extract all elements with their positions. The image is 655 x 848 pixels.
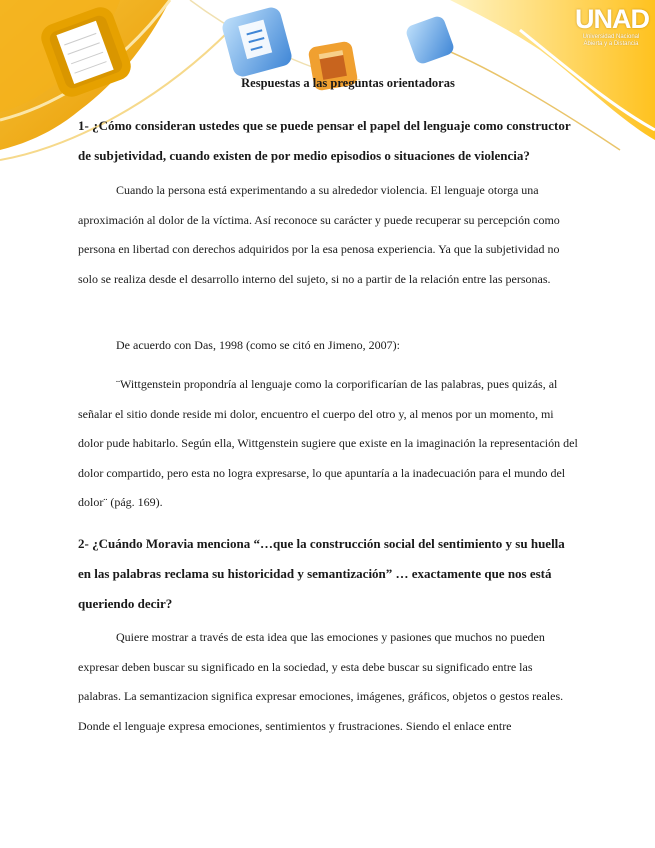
- question-1: 1- ¿Cómo consideran ustedes que se puede pensar el papel del lenguaje como constructor de subjetividad, cuando existen de por medio episodios o situaciones de violencia?: [78, 118, 571, 163]
- question-2: 2- ¿Cuándo Moravia menciona “…que la construcción social del sentimiento y su huella en las palabras reclama su historicidad y semantización” … exactamente que nos está queriendo decir?: [78, 536, 565, 611]
- unad-logo: [575, 4, 647, 48]
- logo-subtitle-line2: Abierta y a Distancia: [583, 41, 639, 47]
- answer-1-paragraph-1: Cuando la persona está experimentando a su alrededor violencia. El lenguaje otorga una aproximación al dolor de la víctima. Así reconoce su carácter y puede recuperar su percepción como persona en libertad con derechos adquiridos por la esa penosa experiencia. Ya que la subjetividad no solo se realiza desde el desarrollo interno del sujeto, si no a partir de la relación entre las personas.: [78, 183, 560, 286]
- answer-1-quote: ¨Wittgenstein propondría al lenguaje como la corporificarían de las palabras, pues quizás, al señalar el sitio donde reside mi dolor, encuentro el cuerpo del otro y, al menos por un momento, mi dolor pude habitarlo. Según ella, Wittgenstein sugiere que existe en la imaginación la representación del dolor compartido, pero esta no logra expresarse, lo que apuntaría a la inadecuación para el mundo del dolor¨ (pág. 169).: [78, 377, 578, 509]
- page-title: Respuestas a las preguntas orientadoras: [241, 76, 455, 90]
- logo-subtitle-line1: Universidad Nacional: [582, 34, 640, 40]
- logo-word: UNAD: [575, 4, 649, 34]
- answer-1-paragraph-2: De acuerdo con Das, 1998 (como se citó en Jimeno, 2007):: [116, 338, 400, 352]
- answer-2-paragraph-1: Quiere mostrar a través de esta idea que las emociones y pasiones que muchos no pueden expresar deben buscar su significado en la sociedad, y esta debe buscar su significado entre las palabras. La semantizacion significa expresar emociones, imágenes, gráficos, objetos o gestos reales. Donde el lenguaje expresa emociones, sentimientos y frustraciones. Siendo el enlace entre: [78, 630, 564, 733]
